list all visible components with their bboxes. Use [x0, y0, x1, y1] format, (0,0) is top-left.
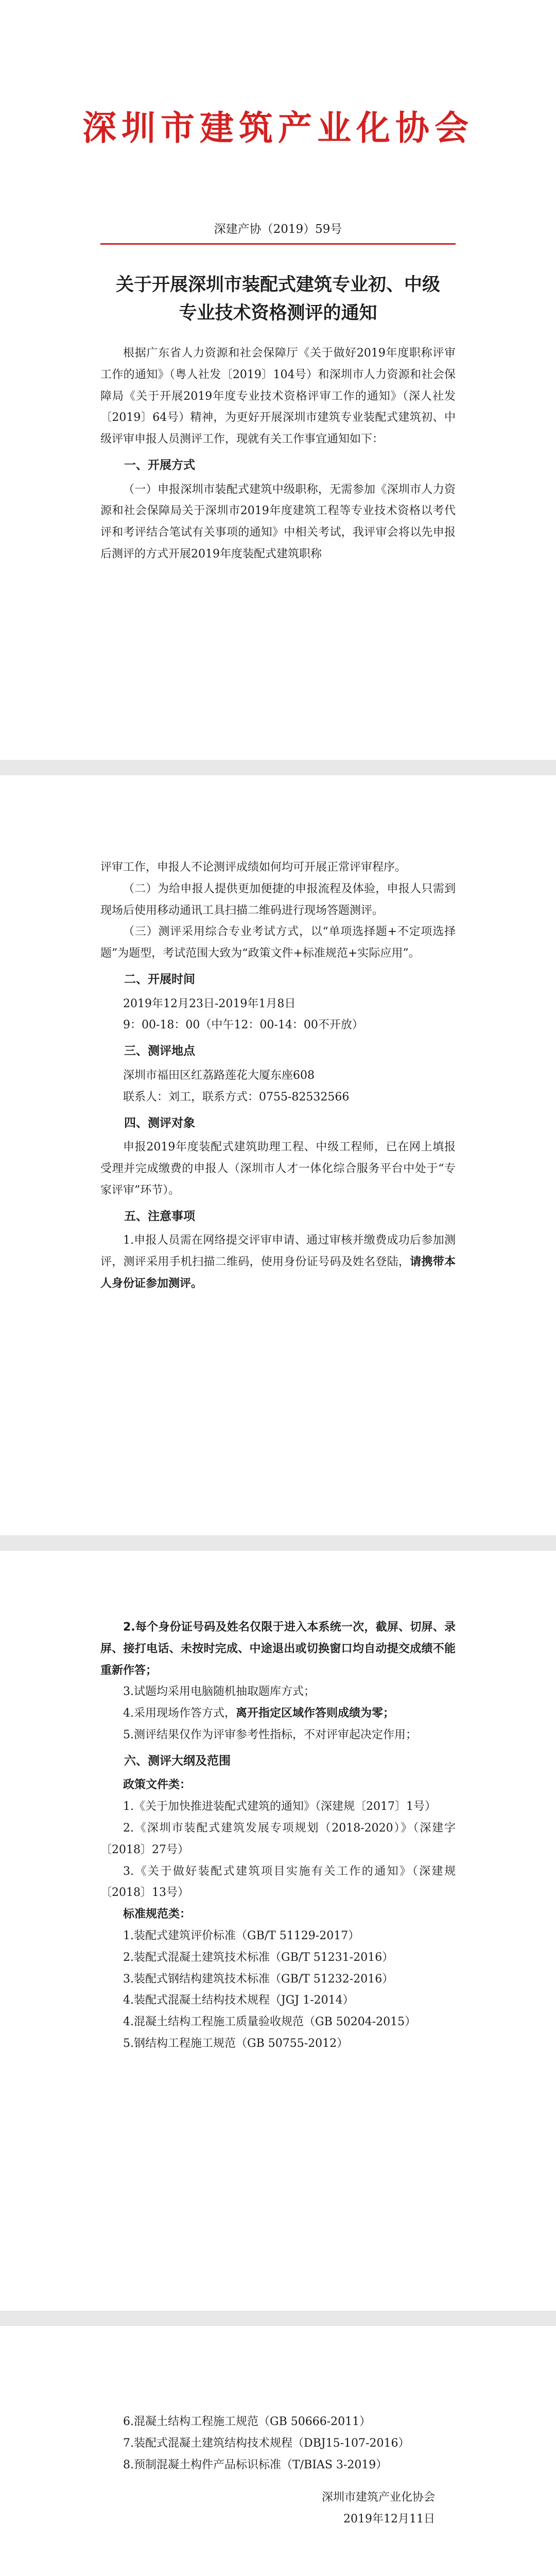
standard-item: 5.钢结构工程施工规范（GB 50755-2012） [123, 2037, 349, 2050]
contact: 联系人：刘工，联系方式：0755-82532566 [123, 1090, 350, 1104]
standards-title: 标准规范类： [123, 1908, 192, 1921]
section-heading-4: 四、测评对象 [124, 1116, 195, 1130]
standard-item: 2.装配式混凝土建筑技术标准（GB/T 51231-2016） [123, 1951, 394, 1964]
policy-title: 政策文件类： [123, 1778, 192, 1792]
doc-title-line2: 专业技术资格测评的通知 [179, 302, 377, 324]
page-4 [0, 2326, 556, 2576]
section-heading-6: 六、测评大纲及范围 [124, 1754, 231, 1768]
standard-item: 4.装配式混凝土结构技术规程（JGJ 1-2014） [123, 1994, 354, 2007]
signature-org: 深圳市建筑产业化协会 [321, 2491, 435, 2504]
note-1-bold: 请携带本人身份证参加测评。 [100, 1256, 456, 1290]
note-1 [100, 1230, 456, 1294]
standard-item: 7.装配式混凝土建筑结构技术规程（DBJ15-107-2016） [123, 2436, 410, 2450]
policy-item: 3.《关于做好装配式建筑项目实施有关工作的通知》（深建规〔2018〕13号） [100, 1865, 456, 1900]
address: 深圳市福田区红荔路莲花大厦东座608 [123, 1069, 315, 1082]
doc-title-line1: 关于开展深圳市装配式建筑专业初、中级 [115, 274, 440, 295]
note-4 [100, 1703, 456, 1724]
red-divider [100, 243, 456, 245]
page-1 [0, 0, 556, 760]
policy-item: 1.《关于加快推进装配式建筑的通知》（深建规〔2017〕1号） [123, 1800, 436, 1814]
section-heading-1: 一、开展方式 [124, 458, 195, 472]
date-range: 2019年12月23日-2019年1月8日 [123, 997, 296, 1010]
intro-paragraph: 根据广东省人力资源和社会保障厅《关于做好2019年度职称评审工作的通知》（粤人社发〔2019〕104号）和深圳市人力资源和社会保障局《关于开展2019年度专业技术资格评审工作的通知》（深人社发〔2019〕64号）精神，为更好开展深圳市建筑专业装配式建筑初、中级评审申报人员测评工作，现就有关工作事宜通知如下： [100, 347, 456, 446]
standard-item: 4.混凝土结构工程施工质量验收规范（GB 50204-2015） [123, 2015, 416, 2029]
standard-item: 6.混凝土结构工程施工规范（GB 50666-2011） [123, 2415, 371, 2428]
note-5: 5.测评结果仅作为评审参考性指标，不对评审起决定作用； [123, 1728, 417, 1741]
section-heading-5: 五、注意事项 [124, 1209, 195, 1223]
target-paragraph: 申报2019年度装配式建筑助理工程、中级工程师，已在网上填报受理并完成缴费的申报人（深圳市人才一体化综合服务平台中处于“专家评审”环节）。 [100, 1141, 456, 1197]
policy-item: 2.《深圳市装配式建筑发展专项规划（2018-2020）》（深建字〔2018〕27号） [100, 1822, 456, 1856]
doc-number: 深建产协（2019）59号 [214, 223, 342, 236]
page2-body [100, 857, 456, 1295]
note-3: 3.试题均采用电脑随机抽取题库方式； [123, 1685, 315, 1699]
section-heading-2: 二、开展时间 [124, 972, 195, 986]
standard-item: 1.装配式建筑评价标准（GB/T 51129-2017） [123, 1929, 360, 1943]
page1-body [100, 343, 456, 565]
note-4-text: 4.采用现场作答方式， [123, 1707, 236, 1720]
page3-body [100, 1617, 456, 2055]
paragraph-1: （一）申报深圳市装配式建筑中级职称，无需参加《深圳市人力资源和社会保障局关于深圳市2019年度建筑工程等专业技术资格以考代评和考评结合笔试有关事项的通知》中相关考试，我评审会将以先申报后测评的方式开展2019年度装配式建筑职称 [100, 483, 456, 561]
signature-date: 2019年12月11日 [343, 2513, 435, 2526]
note-4-bold: 离开指定区域作答则成绩为零； [236, 1707, 395, 1720]
paragraph-2: （二）为给申报人提供更加便捷的申报流程及体验，申报人只需到现场后使用移动通讯工具扫描二维码进行现场答题测评。 [100, 882, 456, 917]
note-2: 2.每个身份证号码及姓名仅限于进入本系统一次，截屏、切屏、录屏、接打电话、未按时完成、中途退出或切换窗口均自动提交成绩不能重新作答； [100, 1621, 456, 1677]
page4-body [100, 2411, 456, 2530]
standard-item: 8.预制混凝土构件产品标识标准（T/BIAS 3-2019） [123, 2458, 388, 2471]
page-2 [0, 775, 556, 1535]
paragraph-1-continued: 评审工作，申报人不论测评成绩如何均可开展正常评审程序。 [100, 861, 407, 874]
org-title: 深圳市建筑产业化协会 [82, 108, 474, 148]
paragraph-3: （三）测评采用综合专业考试方式，以“单项选择题+不定项选择题”为题型，考试范围大致为“政策文件+标准规范+实际应用”。 [100, 925, 456, 960]
standard-item: 3.装配式钢结构建筑技术标准（GB/T 51232-2016） [123, 1972, 394, 1986]
note-1-text: 1.申报人员需在网络提交评审申请、通过审核并缴费成功后参加测评，测评采用手机扫描二维码，使用身份证号码及姓名登陆， [100, 1234, 456, 1269]
time-range: 9：00-18：00（中午12：00-14：00不开放） [123, 1019, 363, 1032]
page-3 [0, 1551, 556, 2311]
section-heading-3: 三、测评地点 [124, 1044, 195, 1058]
